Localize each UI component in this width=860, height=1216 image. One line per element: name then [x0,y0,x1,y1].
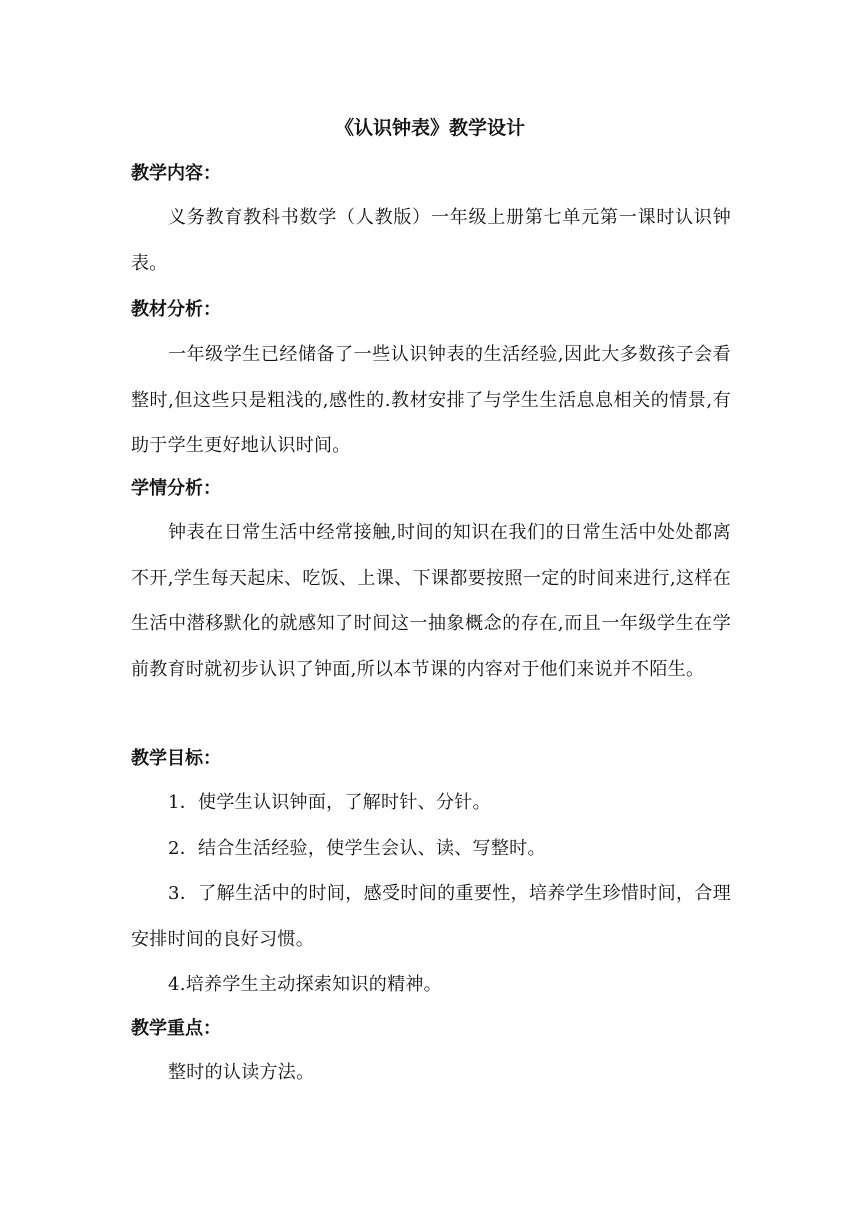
paragraph-content: 义务教育教科书数学（人教版）一年级上册第七单元第一课时认识钟表。 [131,207,731,274]
section-heading-textbook-analysis: 教材分析： [131,299,221,320]
objective-item-1: 1．使学生认识钟面，了解时针、分针。 [168,792,491,813]
paragraph-student-analysis: 钟表在日常生活中经常接触,时间的知识在我们的日常生活中处处都离不开,学生每天起床、吃饭、上课、下课都要按照一定的时间来进行,这样在生活中潜移默化的就感知了时间这一抽象概念的存在,而且一年级学生在学前教育时就初步认识了钟面,所以本节课的内容对于他们来说并不陌生。 [131,522,731,680]
section-heading-objectives: 教学目标： [131,748,221,769]
section-heading-student-analysis: 学情分析： [131,478,221,499]
section-heading-key-points: 教学重点： [131,1018,221,1039]
document-title: 《认识钟表》教学设计 [334,117,525,139]
paragraph-key-points: 整时的认读方法。 [168,1062,315,1083]
section-heading-content: 教学内容： [131,163,221,184]
objective-item-3: 3．了解生活中的时间，感受时间的重要性，培养学生珍惜时间，合理安排时间的良好习惯。 [131,883,731,950]
objective-item-4: 4.培养学生主动探索知识的精神。 [168,974,442,995]
paragraph-textbook-analysis: 一年级学生已经储备了一些认识钟表的生活经验,因此大多数孩子会看整时,但这些只是粗浅的,感性的.教材安排了与学生生活息息相关的情景,有助于学生更好地认识时间。 [131,344,731,456]
objective-item-2: 2．结合生活经验，使学生会认、读、写整时。 [168,838,546,859]
